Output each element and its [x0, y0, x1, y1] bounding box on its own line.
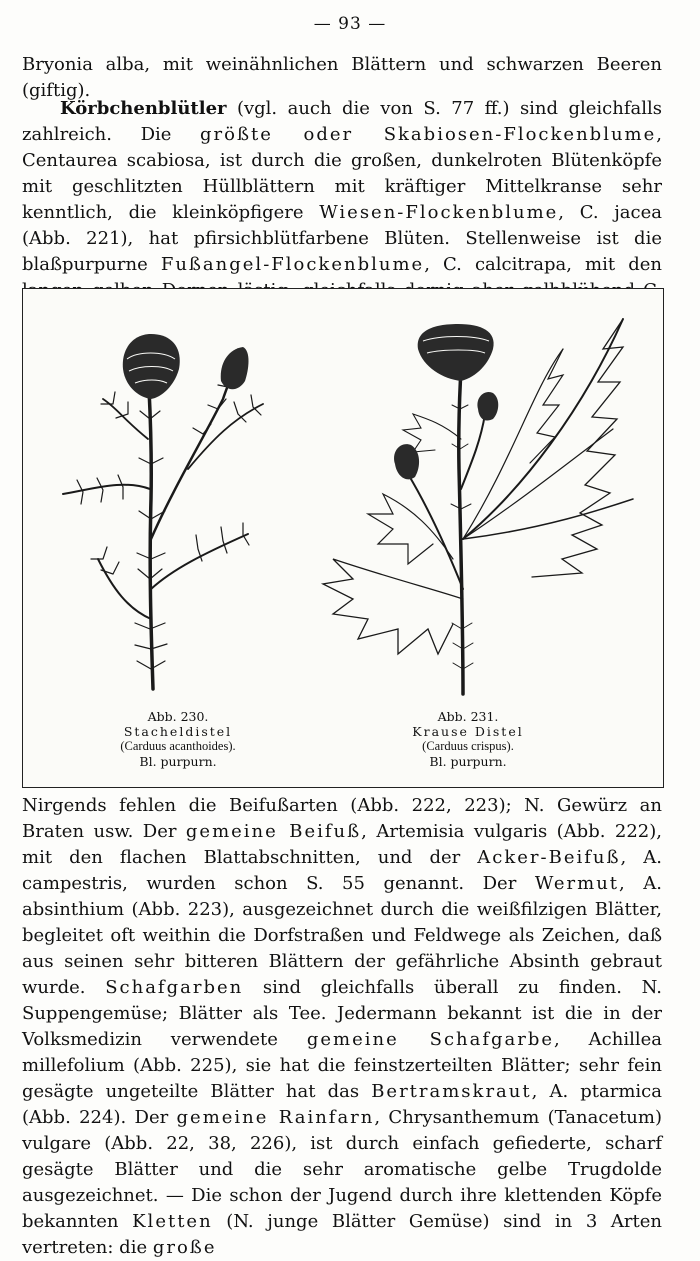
text-run: , Centaurea scabiosa, ist durch die großen, dunkelroten Blütenköpfe mit geschlitzten Hüllblättern mit kräftiger Mittelkranse sehr kenntlich, die kleinköpfigere: [22, 124, 662, 223]
caption-color: Bl. purpurn.: [429, 754, 507, 769]
caption-title: Krause Distel: [412, 724, 524, 739]
caption-abb-230: [58, 709, 298, 769]
bryonia-text: Bryonia alba, mit weinähnlichen Blättern und schwarzen Beeren (giftig).: [22, 54, 662, 101]
figure-plate: [22, 288, 664, 788]
text-run: , Artemisia vulgaris (Abb. 222), mit den flachen Blattabschnitten, und der: [22, 821, 662, 868]
text-run: , C. calcitrapa, mit den: [424, 254, 662, 275]
text-run: , A. campestris, wurden schon S. 55 genannt. Der: [22, 847, 662, 894]
krause-distel-flowerheads: [394, 324, 498, 479]
text-run: (N. junge Blätter Gemüse) sind in 3 Arten vertreten: die: [22, 1211, 662, 1258]
spaced-term: große: [152, 1237, 217, 1258]
text-run: , A. ptarmica (Abb. 224). Der: [22, 1081, 662, 1128]
spaced-term: gemeine Beifuß: [185, 821, 362, 842]
spaced-term: Kletten: [132, 1211, 213, 1232]
spaced-term: Bertramskraut: [371, 1081, 532, 1102]
caption-title: Stacheldistel: [123, 724, 233, 739]
text-run: , C. jacea (Abb. 221), hat pfirsichblütfarbene Blüten. Stellenweise ist die blaßpurpurne: [22, 202, 662, 275]
spaced-term: Acker-Beifuß: [477, 847, 621, 868]
text-run: sind gleichfalls überall zu finden. N. Suppengemüse; Blätter als Tee. Jedermann bekannt ist die in der Volksmedizin verwendete: [22, 977, 662, 1050]
krause-distel-drawing: [323, 319, 633, 694]
spaced-term: Schafgarben: [105, 977, 244, 998]
spaced-term: Wermut: [534, 873, 620, 894]
spaced-term: größte oder Skabiosen-Flockenblume: [200, 124, 657, 145]
stacheldistel-drawing: [63, 364, 263, 689]
spaced-term: Wiesen-Flockenblume: [319, 202, 559, 223]
text-run: , A. absinthium (Abb. 223), ausgezeichnet durch die weißfilzigen Blätter, begleitet oft weithin die Dorfstraßen und Feldwege als Zeichen, daß aus seinen sehr bitteren Blättern der gefährliche Absinth gebraut wurde.: [22, 873, 662, 998]
text-run: (vgl. auch die von S. 77 ff.) sind gleichfalls zahlreich. Die: [22, 98, 662, 145]
spaced-term: gemeine Schafgarbe: [306, 1029, 555, 1050]
section-heading: Körbchenblütler: [60, 98, 227, 119]
caption-latin: (Carduus crispus).: [422, 739, 514, 753]
text-run: , Achillea millefolium (Abb. 225), sie hat die feinstzerteilten Blätter; sehr fein gesägte ungeteilte Blätter hat das: [22, 1029, 662, 1102]
caption-color: Bl. purpurn.: [139, 754, 217, 769]
text-run: Nirgends fehlen die Beifußarten (Abb. 222, 223); N. Gewürz an Braten usw. Der: [22, 795, 662, 842]
caption-latin: (Carduus acanthoides).: [120, 739, 236, 753]
paragraph-beifuss: [22, 793, 662, 1261]
page-number: — 93 —: [313, 14, 387, 34]
spaced-term: gemeine Rainfarn: [176, 1107, 375, 1128]
caption-number: Abb. 231.: [437, 709, 499, 724]
spaced-term: Fußangel-Flockenblume: [160, 254, 425, 275]
caption-abb-231: [348, 709, 588, 769]
text-run: , Chrysanthemum (Tanacetum) vulgare (Abb. 22, 38, 226), ist durch einfach gefiederte, scharf gesägte Blätter und die sehr aromatische gelbe Trugdolde ausgezeichnet. — Die schon der Jugend durch ihre klettenden Köpfe bekannten: [22, 1107, 662, 1232]
stacheldistel-flowerhead: [123, 334, 249, 399]
caption-number: Abb. 230.: [147, 709, 209, 724]
thistle-illustrations: [23, 289, 663, 699]
